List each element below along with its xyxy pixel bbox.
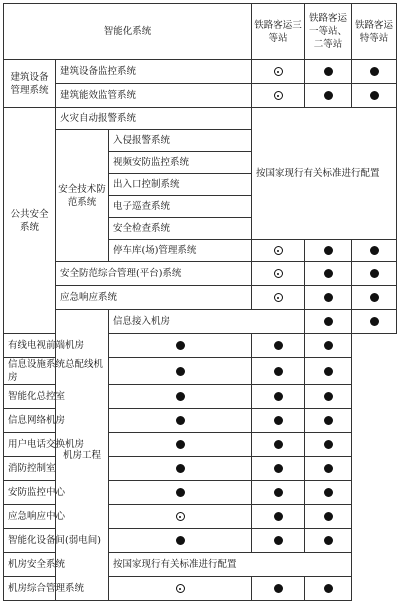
required-dot-icon — [176, 367, 185, 376]
table-row — [4, 409, 397, 433]
table-row — [4, 334, 397, 358]
required-dot-icon — [274, 464, 283, 473]
required-dot-icon — [324, 317, 333, 326]
mark-cell — [305, 60, 352, 84]
mark-cell — [305, 240, 352, 262]
mark-cell — [305, 505, 352, 529]
row-label: 停车库(场)管理系统 — [109, 240, 252, 262]
required-dot-icon — [370, 67, 379, 76]
table-row — [4, 310, 397, 334]
row-label: 智能化设备间(弱电间) — [4, 529, 109, 553]
group-rooms: 机房工程 — [56, 310, 109, 601]
row-label: 信息设施系统总配线机房 — [4, 358, 109, 385]
mark-cell — [352, 310, 397, 334]
required-dot-icon — [324, 584, 333, 593]
mark-cell — [305, 358, 352, 385]
required-dot-icon — [274, 341, 283, 350]
mark-cell — [305, 481, 352, 505]
required-dot-icon — [274, 416, 283, 425]
mark-cell — [252, 262, 305, 286]
required-dot-icon — [176, 440, 185, 449]
required-dot-icon — [176, 392, 185, 401]
mark-cell — [252, 481, 305, 505]
required-dot-icon — [370, 293, 379, 302]
required-dot-icon — [324, 269, 333, 278]
mark-cell — [109, 385, 252, 409]
mark-cell — [252, 529, 305, 553]
required-dot-icon — [176, 488, 185, 497]
mark-cell — [305, 262, 352, 286]
mark-cell — [109, 577, 252, 601]
table-row — [4, 358, 397, 385]
table-row — [4, 262, 397, 286]
required-dot-icon — [324, 91, 333, 100]
row-label: 信息网络机房 — [4, 409, 109, 433]
required-dot-icon — [324, 440, 333, 449]
optional-circle-icon — [176, 512, 185, 521]
table-row — [4, 529, 397, 553]
required-dot-icon — [324, 512, 333, 521]
mark-cell — [352, 262, 397, 286]
required-dot-icon — [324, 293, 333, 302]
row-label: 安防监控中心 — [4, 481, 109, 505]
required-dot-icon — [176, 341, 185, 350]
optional-circle-icon — [274, 246, 283, 255]
required-dot-icon — [370, 91, 379, 100]
mark-cell — [252, 60, 305, 84]
mark-cell — [305, 334, 352, 358]
table-row — [4, 60, 397, 84]
required-dot-icon — [324, 416, 333, 425]
required-dot-icon — [370, 246, 379, 255]
mark-cell — [109, 334, 252, 358]
mark-cell — [305, 286, 352, 310]
row-label: 智能化总控室 — [4, 385, 109, 409]
mark-cell — [109, 409, 252, 433]
required-dot-icon — [324, 464, 333, 473]
mark-cell — [252, 433, 305, 457]
mark-cell — [305, 409, 352, 433]
mark-cell — [252, 240, 305, 262]
required-dot-icon — [274, 536, 283, 545]
required-dot-icon — [324, 392, 333, 401]
mark-cell — [305, 457, 352, 481]
mark-cell — [252, 286, 305, 310]
header-col-c: 铁路客运特等站 — [352, 4, 397, 60]
required-dot-icon — [324, 246, 333, 255]
mark-cell — [352, 286, 397, 310]
mark-cell — [109, 433, 252, 457]
required-dot-icon — [324, 67, 333, 76]
optional-circle-icon — [274, 91, 283, 100]
row-label: 安全防范综合管理(平台)系统 — [56, 262, 252, 286]
header-row — [4, 4, 397, 60]
mark-cell — [352, 240, 397, 262]
required-dot-icon — [274, 392, 283, 401]
table-row — [4, 553, 397, 577]
row-label: 视频安防监控系统 — [109, 152, 252, 174]
table-row — [4, 286, 397, 310]
required-dot-icon — [370, 269, 379, 278]
row-label: 消防控制室 — [4, 457, 109, 481]
mark-cell — [252, 84, 305, 108]
required-dot-icon — [274, 488, 283, 497]
required-dot-icon — [324, 536, 333, 545]
table-row — [4, 577, 397, 601]
header-system: 智能化系统 — [4, 4, 252, 60]
row-label: 有线电视前端机房 — [4, 334, 109, 358]
table-row — [4, 84, 397, 108]
optional-circle-icon — [274, 67, 283, 76]
mark-cell — [109, 358, 252, 385]
row-label: 建筑设备监控系统 — [56, 60, 252, 84]
required-dot-icon — [176, 416, 185, 425]
mark-cell — [252, 505, 305, 529]
mark-cell — [109, 505, 252, 529]
header-col-b: 铁路客运一等站、二等站 — [305, 4, 352, 60]
required-dot-icon — [274, 512, 283, 521]
row-label: 电子巡查系统 — [109, 196, 252, 218]
mark-cell — [305, 433, 352, 457]
table-row — [4, 385, 397, 409]
national-standard-note: 按国家现行有关标准进行配置 — [109, 553, 352, 577]
table-row — [4, 481, 397, 505]
row-label: 出入口控制系统 — [109, 174, 252, 196]
row-label: 应急响应系统 — [56, 286, 252, 310]
row-label: 入侵报警系统 — [109, 130, 252, 152]
mark-cell — [252, 577, 305, 601]
row-label: 机房安全系统 — [4, 553, 109, 577]
mark-cell — [252, 358, 305, 385]
mark-cell — [109, 529, 252, 553]
mark-cell — [305, 529, 352, 553]
required-dot-icon — [324, 367, 333, 376]
table-row — [4, 108, 397, 130]
table-row — [4, 505, 397, 529]
optional-circle-icon — [274, 269, 283, 278]
row-label: 火灾自动报警系统 — [56, 108, 252, 130]
mark-cell — [305, 84, 352, 108]
national-standard-note: 按国家现行有关标准进行配置 — [252, 108, 397, 240]
intelligent-systems-table — [3, 3, 397, 601]
row-label: 信息接入机房 — [109, 310, 305, 334]
required-dot-icon — [274, 584, 283, 593]
group-security-tech: 安全技术防范系统 — [56, 130, 109, 262]
mark-cell — [352, 84, 397, 108]
required-dot-icon — [370, 317, 379, 326]
mark-cell — [252, 457, 305, 481]
row-label: 安全检查系统 — [109, 218, 252, 240]
mark-cell — [305, 577, 352, 601]
required-dot-icon — [274, 367, 283, 376]
mark-cell — [252, 385, 305, 409]
mark-cell — [109, 457, 252, 481]
optional-circle-icon — [176, 584, 185, 593]
row-label: 应急响应中心 — [4, 505, 109, 529]
group-security: 公共安全系统 — [4, 108, 56, 334]
group-building: 建筑设备管理系统 — [4, 60, 56, 108]
optional-circle-icon — [274, 293, 283, 302]
row-label: 建筑能效监管系统 — [56, 84, 252, 108]
required-dot-icon — [176, 536, 185, 545]
mark-cell — [252, 334, 305, 358]
mark-cell — [352, 60, 397, 84]
required-dot-icon — [324, 488, 333, 497]
required-dot-icon — [176, 464, 185, 473]
header-col-a: 铁路客运三等站 — [252, 4, 305, 60]
row-label: 用户电话交换机房 — [4, 433, 109, 457]
row-label: 机房综合管理系统 — [4, 577, 109, 601]
required-dot-icon — [274, 440, 283, 449]
mark-cell — [252, 409, 305, 433]
required-dot-icon — [324, 341, 333, 350]
mark-cell — [305, 310, 352, 334]
mark-cell — [109, 481, 252, 505]
mark-cell — [305, 385, 352, 409]
